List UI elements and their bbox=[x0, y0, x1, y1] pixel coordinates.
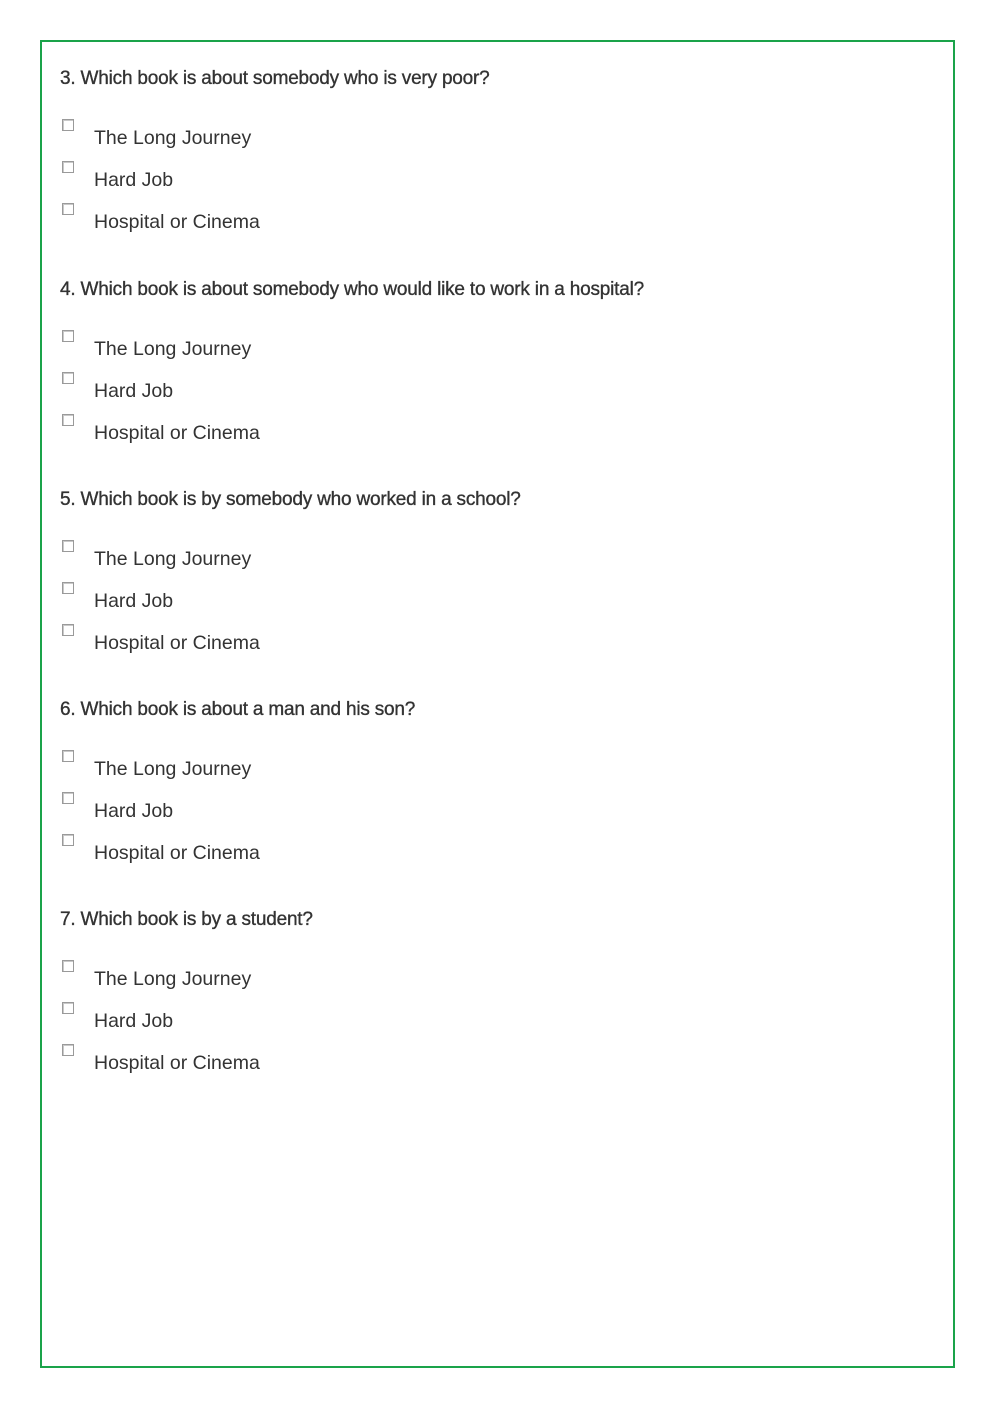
question-text: 3. Which book is about somebody who is very poor? bbox=[60, 68, 490, 89]
question-3 bbox=[60, 67, 940, 237]
option-item[interactable] bbox=[60, 364, 940, 406]
option-label: The Long Journey bbox=[94, 338, 252, 360]
option-item[interactable] bbox=[60, 532, 940, 574]
checkbox[interactable] bbox=[62, 414, 74, 426]
option-item[interactable] bbox=[60, 952, 940, 994]
option-item[interactable] bbox=[60, 153, 940, 195]
option-label: Hard Job bbox=[94, 1010, 174, 1032]
option-label: The Long Journey bbox=[94, 758, 252, 780]
question-7 bbox=[60, 908, 940, 1078]
question-6 bbox=[60, 698, 940, 868]
option-item[interactable] bbox=[60, 195, 940, 237]
question-4 bbox=[60, 278, 940, 448]
option-item[interactable] bbox=[60, 406, 940, 448]
option-item[interactable] bbox=[60, 994, 940, 1036]
checkbox[interactable] bbox=[62, 750, 74, 762]
checkbox[interactable] bbox=[62, 1002, 74, 1014]
option-label: The Long Journey bbox=[94, 127, 252, 149]
option-list bbox=[60, 742, 940, 868]
option-item[interactable] bbox=[60, 322, 940, 364]
option-label: Hospital or Cinema bbox=[94, 422, 260, 444]
checkbox[interactable] bbox=[62, 372, 74, 384]
checkbox[interactable] bbox=[62, 330, 74, 342]
option-item[interactable] bbox=[60, 742, 940, 784]
option-item[interactable] bbox=[60, 826, 940, 868]
option-label: The Long Journey bbox=[94, 968, 252, 990]
question-text: 6. Which book is about a man and his son? bbox=[60, 699, 416, 720]
checkbox[interactable] bbox=[62, 792, 74, 804]
option-list bbox=[60, 952, 940, 1078]
checkbox[interactable] bbox=[62, 161, 74, 173]
option-list bbox=[60, 322, 940, 448]
checkbox[interactable] bbox=[62, 540, 74, 552]
option-item[interactable] bbox=[60, 574, 940, 616]
option-item[interactable] bbox=[60, 111, 940, 153]
checkbox[interactable] bbox=[62, 624, 74, 636]
option-label: Hard Job bbox=[94, 169, 174, 191]
checkbox[interactable] bbox=[62, 960, 74, 972]
option-item[interactable] bbox=[60, 1036, 940, 1078]
option-label: Hard Job bbox=[94, 800, 174, 822]
option-label: Hospital or Cinema bbox=[94, 632, 260, 654]
option-label: Hospital or Cinema bbox=[94, 1052, 260, 1074]
checkbox[interactable] bbox=[62, 119, 74, 131]
checkbox[interactable] bbox=[62, 834, 74, 846]
question-text: 4. Which book is about somebody who would like to work in a hospital? bbox=[60, 279, 644, 300]
option-list bbox=[60, 111, 940, 237]
option-item[interactable] bbox=[60, 616, 940, 658]
checkbox[interactable] bbox=[62, 203, 74, 215]
question-5 bbox=[60, 488, 940, 658]
option-label: The Long Journey bbox=[94, 548, 252, 570]
option-list bbox=[60, 532, 940, 658]
option-label: Hospital or Cinema bbox=[94, 211, 260, 233]
option-item[interactable] bbox=[60, 784, 940, 826]
option-label: Hospital or Cinema bbox=[94, 842, 260, 864]
option-label: Hard Job bbox=[94, 380, 174, 402]
checkbox[interactable] bbox=[62, 582, 74, 594]
checkbox[interactable] bbox=[62, 1044, 74, 1056]
question-text: 5. Which book is by somebody who worked in a school? bbox=[60, 489, 521, 510]
question-text: 7. Which book is by a student? bbox=[60, 909, 313, 930]
option-label: Hard Job bbox=[94, 590, 174, 612]
